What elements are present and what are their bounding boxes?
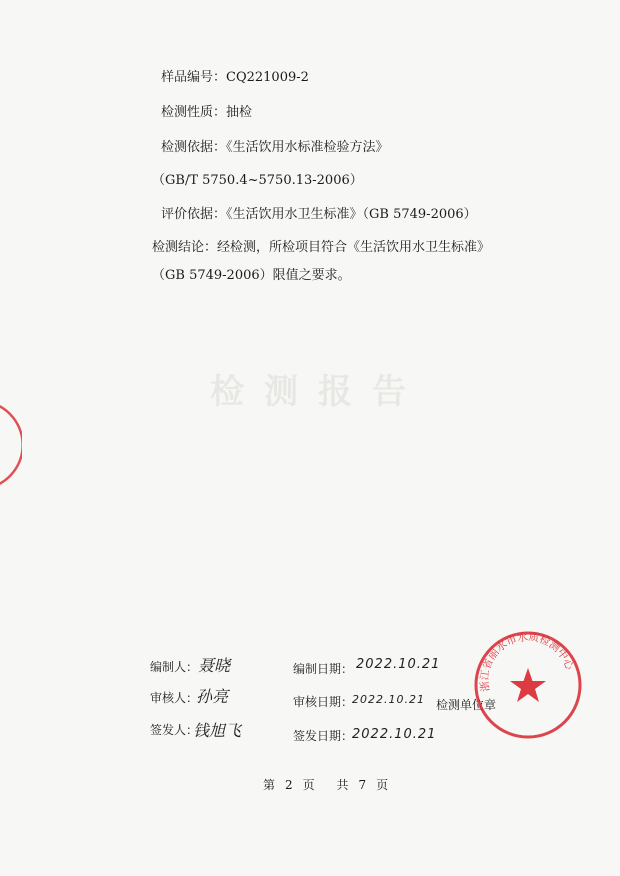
- test-basis-value: 《生活饮用水标准检验方法》: [226, 140, 389, 155]
- test-nature-label: 检测性质：: [161, 105, 227, 120]
- issuer-label: 签发人：: [150, 723, 199, 737]
- page-indicator: [263, 776, 398, 793]
- test-nature-line: [161, 101, 252, 120]
- test-unit-seal-label: 检测单位章: [436, 698, 497, 712]
- page-prefix: 第: [263, 778, 276, 792]
- sample-number-label: 样品编号：: [161, 70, 227, 85]
- conclusion-continuation: （GB 5749-2006）限值之要求。: [152, 268, 351, 283]
- page-total: 7: [358, 778, 367, 792]
- sample-number-value: CQ221009-2: [226, 70, 309, 85]
- test-nature-value: 抽检: [226, 105, 253, 120]
- watermark-title: 检测报告: [210, 372, 426, 412]
- seal-text: 浙江省丽水市水质检测中心: [478, 631, 576, 693]
- reviewer-label: 审核人：: [150, 691, 199, 705]
- edge-seal-fragment: [0, 400, 22, 490]
- issue-date: 2022.10.21: [352, 727, 437, 742]
- compile-date: 2022.10.21: [356, 657, 441, 672]
- review-date: 2022.10.21: [352, 693, 425, 706]
- seal-star-icon: [510, 668, 546, 702]
- issuer-signature: 钱旭飞: [193, 721, 242, 740]
- compiler-signature: 聂晓: [198, 656, 231, 675]
- evaluation-basis-line: [161, 203, 477, 222]
- page-unit: 页: [302, 778, 315, 792]
- evaluation-basis-label: 评价依据：: [161, 207, 227, 222]
- official-seal: [473, 630, 583, 740]
- total-prefix: 共: [336, 778, 349, 792]
- compile-date-label: 编制日期：: [293, 662, 354, 676]
- reviewer-signature: 孙亮: [196, 687, 229, 706]
- compiler-label: 编制人：: [150, 660, 199, 674]
- conclusion-label: 检测结论：: [152, 240, 218, 255]
- page-current: 2: [285, 778, 293, 792]
- test-basis-line: [161, 136, 389, 155]
- conclusion-value: 经检测，所检项目符合《生活饮用水卫生标准》: [217, 240, 491, 255]
- evaluation-basis-value: 《生活饮用水卫生标准》（GB 5749-2006）: [226, 207, 477, 222]
- conclusion-line: [152, 236, 490, 255]
- sample-number-line: [161, 66, 309, 85]
- total-unit: 页: [376, 778, 389, 792]
- issue-date-label: 签发日期：: [293, 729, 354, 743]
- review-date-label: 审核日期：: [293, 695, 354, 709]
- test-basis-code: （GB/T 5750.4~5750.13-2006）: [152, 173, 363, 188]
- test-basis-label: 检测依据：: [161, 140, 227, 155]
